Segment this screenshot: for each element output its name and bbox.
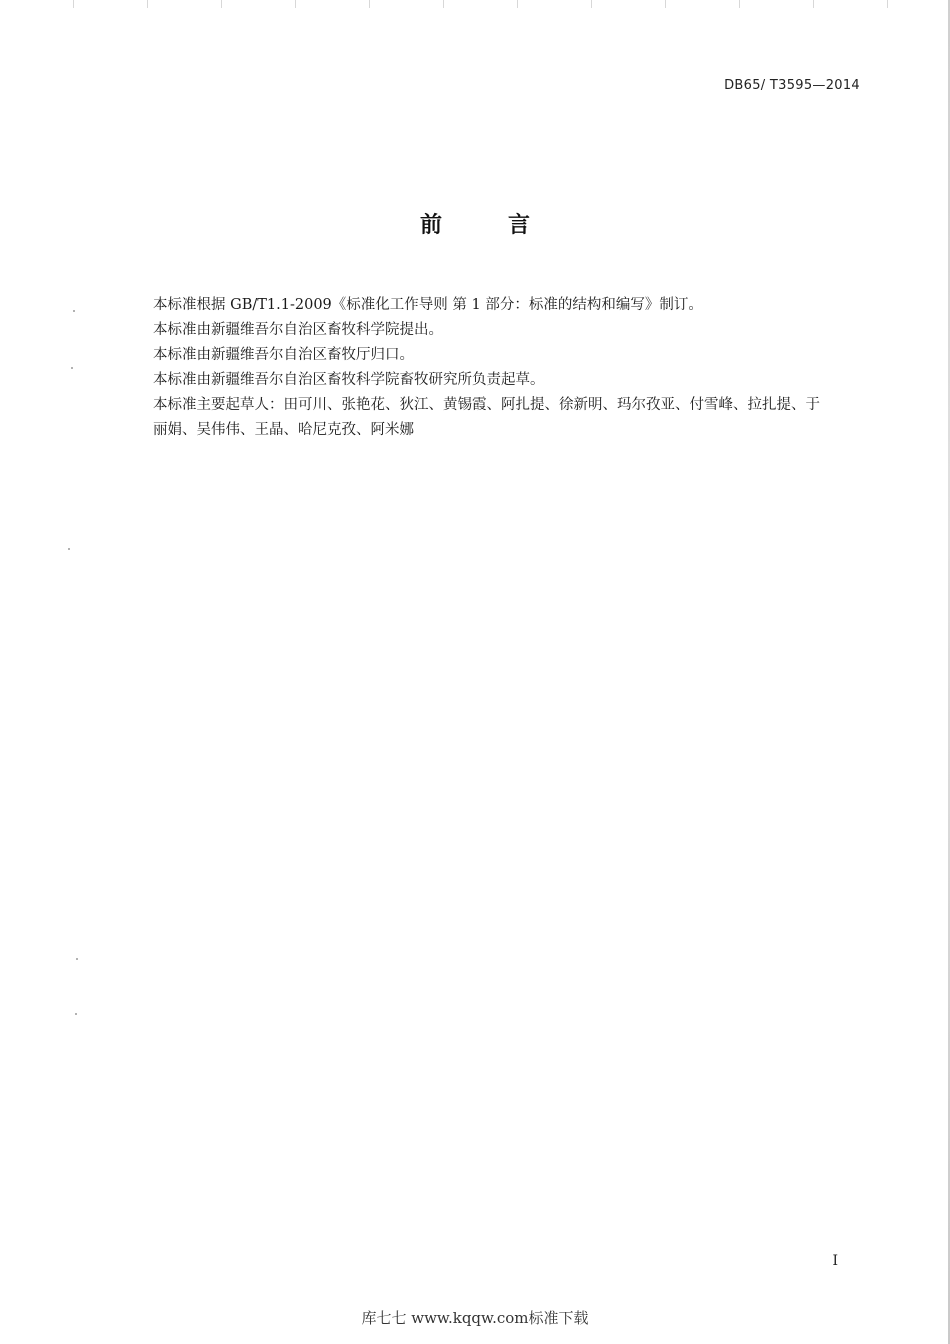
scan-speck	[73, 310, 75, 312]
foreword-paragraph: 本标准根据 GB/T1.1-2009《标准化工作导则 第 1 部分：标准的结构和编写》制订。	[153, 297, 703, 313]
foreword-paragraph: 本标准由新疆维吾尔自治区畜牧科学院提出。	[153, 322, 443, 338]
foreword-drafters: 本标准主要起草人：田可川、张艳花、狄江、黄锡霞、阿扎提、徐新明、玛尔孜亚、付雪峰、拉扎提、于丽娟、吴伟伟、王晶、哈尼克孜、阿米娜	[153, 397, 820, 438]
foreword-body	[153, 293, 833, 443]
scan-speck	[76, 958, 78, 960]
foreword-paragraph: 本标准由新疆维吾尔自治区畜牧厅归口。	[153, 347, 414, 363]
page-number: I	[832, 1253, 838, 1269]
download-source-footer: 库七七 www.kqqw.com标准下载	[361, 1309, 589, 1327]
scan-speck	[71, 367, 73, 369]
foreword-paragraph: 本标准由新疆维吾尔自治区畜牧科学院畜牧研究所负责起草。	[153, 372, 545, 388]
page-title: 前 言	[419, 213, 552, 238]
document-code: DB65/ T3595—2014	[724, 78, 860, 93]
scan-edge-marks	[0, 0, 950, 8]
scan-speck	[68, 548, 70, 550]
scan-speck	[75, 1013, 77, 1015]
